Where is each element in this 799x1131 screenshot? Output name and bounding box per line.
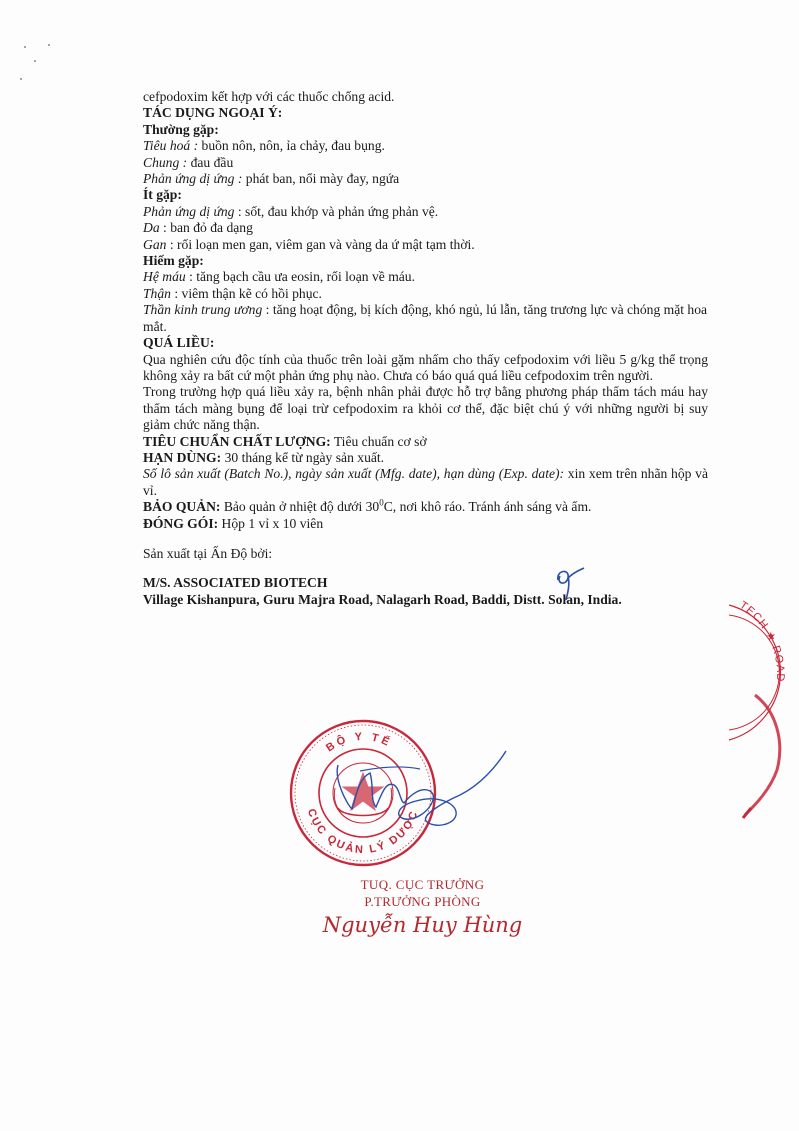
document-lines bbox=[143, 89, 708, 532]
text-line-l15 bbox=[143, 352, 708, 385]
text-line-l5 bbox=[143, 171, 708, 187]
text-segment: phát ban, nổi mày đay, ngứa bbox=[242, 171, 400, 187]
text-segment: : tăng hoạt động, bị kích động, khó ngủ, lú lẫn, tăng trương lực và chóng mặt hoa mắt. bbox=[143, 302, 708, 334]
text-segment: 30 tháng kể từ ngày sản xuất. bbox=[221, 449, 385, 465]
text-segment: Hệ máu bbox=[143, 269, 186, 285]
stamp-top-text: BỘ Y TẾ bbox=[324, 730, 394, 755]
text-segment: Qua nghiên cứu độc tính của thuốc trên loài gặm nhấm cho thấy cefpodoxim với liều 5 g/kg thể trọng không xảy ra bất cứ một phản ứng phụ nào. Chưa có báo quá quá liều cefpodoxim trên người. bbox=[143, 351, 708, 383]
text-line-l3 bbox=[143, 138, 708, 154]
made-in-line: Sản xuất tại Ấn Độ bởi: bbox=[143, 545, 273, 561]
text-line-l8 bbox=[143, 220, 708, 236]
company-address: Village Kishanpura, Guru Majra Road, Nalagarh Road, Baddi, Distt. Solan, India. bbox=[143, 591, 622, 607]
text-line-l10 bbox=[143, 253, 708, 269]
text-segment: Tiêu hoá : bbox=[143, 138, 199, 154]
text-line-l13 bbox=[143, 302, 708, 335]
text-segment: Hộp 1 vỉ x 10 viên bbox=[218, 515, 324, 531]
text-segment: cefpodoxim kết hợp với các thuốc chống acid. bbox=[143, 89, 395, 104]
text-line-l16 bbox=[143, 384, 708, 433]
text-line-l17 bbox=[143, 434, 708, 450]
text-segment: Bảo quản ở nhiệt độ dưới 30 bbox=[220, 499, 380, 515]
text-segment: buồn nôn, nôn, ỉa chảy, đau bụng. bbox=[198, 138, 385, 154]
director-signature bbox=[330, 745, 510, 835]
text-segment: Ít gặp: bbox=[143, 187, 182, 203]
text-segment: Phản ứng dị ứng : bbox=[143, 171, 243, 187]
text-segment: Phản ứng dị ứng bbox=[143, 203, 235, 219]
text-segment: HẠN DÙNG: bbox=[143, 449, 222, 465]
text-segment: Số lô sản xuất (Batch No.), ngày sản xuất (Mfg. date), hạn dùng (Exp. date): bbox=[143, 466, 565, 482]
text-line-l0 bbox=[143, 89, 708, 105]
text-segment: Thần kinh trung ương bbox=[143, 302, 263, 318]
text-segment: Gan bbox=[143, 236, 167, 252]
text-segment: Tiêu chuẩn cơ sở bbox=[330, 433, 427, 449]
text-segment: C, nơi khô ráo. Tránh ánh sáng và ẩm. bbox=[383, 499, 592, 515]
text-segment: Thận bbox=[143, 285, 171, 301]
text-segment: Chung : bbox=[143, 154, 188, 170]
text-line-l7 bbox=[143, 204, 708, 220]
text-segment: Hiếm gặp: bbox=[143, 253, 204, 269]
text-line-l6 bbox=[143, 187, 708, 203]
text-segment: 0 bbox=[379, 497, 384, 508]
text-line-l21 bbox=[143, 516, 708, 532]
partial-stamp bbox=[715, 590, 799, 840]
text-segment: ĐÓNG GÓI: bbox=[143, 515, 219, 531]
text-segment: BẢO QUẢN: bbox=[143, 499, 221, 515]
text-line-l9 bbox=[143, 237, 708, 253]
text-line-l2 bbox=[143, 122, 708, 138]
signatory-name: Nguyễn Huy Hùng bbox=[322, 913, 523, 937]
text-segment: : rối loạn men gan, viêm gan và vàng da ứ mật tạm thời. bbox=[166, 236, 475, 252]
text-line-l4 bbox=[143, 155, 708, 171]
text-segment: TIÊU CHUẨN CHẤT LƯỢNG: bbox=[143, 433, 331, 449]
text-line-l18 bbox=[143, 450, 708, 466]
text-segment: Da bbox=[143, 220, 160, 236]
signature-title: TUQ. CỤC TRƯỞNG bbox=[360, 877, 485, 892]
initials-signature bbox=[548, 562, 588, 602]
text-segment: TÁC DỤNG NGOẠI Ý: bbox=[143, 105, 283, 121]
text-segment: : sốt, đau khớp và phản ứng phản vệ. bbox=[234, 203, 439, 219]
company-name: M/S. ASSOCIATED BIOTECH bbox=[143, 575, 328, 591]
text-line-l1 bbox=[143, 105, 708, 121]
text-segment: QUÁ LIỀU: bbox=[143, 335, 215, 351]
text-line-l19 bbox=[143, 466, 708, 499]
text-segment: đau đầu bbox=[187, 154, 234, 170]
text-segment: Thường gặp: bbox=[143, 121, 219, 137]
svg-text:TECH ★ ROAD bbox=[737, 599, 786, 682]
partial-stamp-text: TECH ★ ROAD bbox=[737, 599, 787, 683]
text-line-l14 bbox=[143, 335, 708, 351]
stamp-bottom-text: CỤC QUẢN LÝ DƯỢC bbox=[304, 807, 421, 857]
text-segment: : ban đỏ đa dạng bbox=[159, 220, 253, 236]
text-line-l20 bbox=[143, 499, 708, 515]
text-line-l12 bbox=[143, 286, 708, 302]
signature-block bbox=[300, 876, 545, 938]
text-segment: : viêm thận kẽ có hồi phục. bbox=[170, 285, 322, 301]
text-segment: xin xem trên nhãn hộp và vỉ. bbox=[143, 466, 708, 498]
text-segment: Trong trường hợp quá liều xảy ra, bệnh nhân phải được hỗ trợ bằng phương pháp thẩm tách máu hay thẩm tách màng bụng để loại trừ cefpodoxim ra khỏi cơ thể, đặc biệt chú ý với những người bị suy giảm chức năng thận. bbox=[143, 384, 708, 433]
document-text bbox=[143, 89, 708, 608]
signature-subtitle: P.TRƯỞNG PHÒNG bbox=[364, 894, 481, 909]
text-line-l11 bbox=[143, 269, 708, 285]
text-segment: : tăng bạch cầu ưa eosin, rối loạn về máu. bbox=[185, 269, 415, 285]
